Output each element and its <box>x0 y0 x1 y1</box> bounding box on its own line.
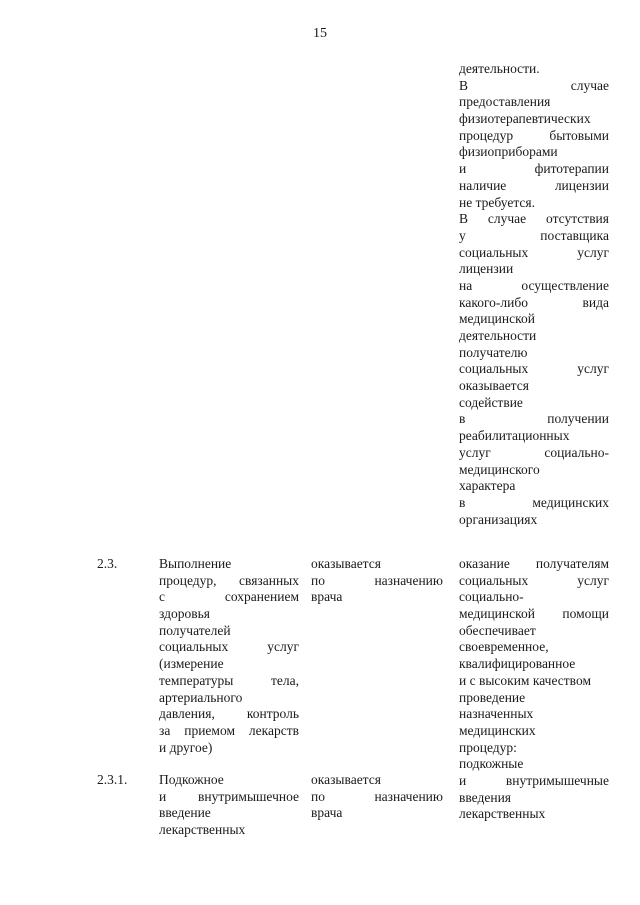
text-line: за приемом лекарств <box>159 722 299 738</box>
text-line: медицинской <box>459 311 535 327</box>
row-2-3-name <box>159 556 299 756</box>
text-line: получателю <box>459 344 528 360</box>
text-line: не требуется. <box>459 194 535 210</box>
text-line: на осуществление <box>459 277 609 293</box>
text-line: реабилитационных <box>459 428 570 444</box>
text-line: с сохранением <box>159 589 299 605</box>
text-line: социальных услуг <box>159 639 299 655</box>
text-line: физиоприборами <box>459 144 558 160</box>
text-line: в медицинских <box>459 494 609 510</box>
text-line: Выполнение <box>159 556 232 571</box>
text-line: социальных услуг <box>459 361 609 377</box>
text-line: (измерение <box>159 656 224 672</box>
text-line: физиотерапевтических <box>459 111 591 127</box>
text-line: В случае отсутствия <box>459 211 609 227</box>
text-line: медицинского <box>459 461 540 477</box>
text-line: получателей <box>159 622 231 638</box>
text-line: характера <box>459 478 516 494</box>
text-line: назначенных <box>459 706 534 722</box>
text-line: по назначению <box>311 572 443 588</box>
text-line: оказывается <box>311 556 381 571</box>
text-line: в получении <box>459 411 609 427</box>
text-line: проведение <box>459 689 526 705</box>
text-line: процедур: <box>459 739 517 755</box>
page-number: 15 <box>313 26 327 41</box>
text-line: оказывается <box>311 772 381 787</box>
text-line: квалифицированное <box>459 656 576 672</box>
text-line: социальных услуг <box>459 572 609 588</box>
text-line: процедур бытовыми <box>459 127 609 143</box>
row-2-3-description <box>459 556 609 823</box>
text-line: предоставления <box>459 94 551 110</box>
text-line: лицензии <box>459 261 514 277</box>
text-line: оказание получателям <box>459 556 609 571</box>
text-line: и внутримышечное <box>159 788 299 804</box>
text-line: наличие лицензии <box>459 177 609 193</box>
text-line: услуг социально- <box>459 444 609 460</box>
text-line: социальных услуг <box>459 244 609 260</box>
text-line: температуры тела, <box>159 672 299 688</box>
text-line: В случае <box>459 77 609 93</box>
row-2-3-1-name <box>159 772 299 839</box>
text-line: артериального <box>159 689 243 705</box>
text-line: давления, контроль <box>159 706 299 722</box>
row-2-3-number: 2.3. <box>97 556 118 571</box>
text-line: медицинских <box>459 722 536 738</box>
text-line: Подкожное <box>159 772 224 787</box>
continuation-description <box>459 61 609 528</box>
text-line: врача <box>311 589 343 605</box>
text-line: врача <box>311 805 343 821</box>
text-line: оказывается <box>459 378 529 394</box>
text-line: у поставщика <box>459 227 609 243</box>
text-line: организациях <box>459 511 538 527</box>
text-line: и фитотерапии <box>459 161 609 177</box>
text-line: медицинской помощи <box>459 606 609 622</box>
text-line: содействие <box>459 394 523 410</box>
text-line: лекарственных <box>459 806 546 822</box>
text-line: своевременное, <box>459 639 549 655</box>
text-line: и внутримышечные <box>459 772 609 788</box>
text-line: и с высоким качеством <box>459 672 591 688</box>
text-line: какого-либо вида <box>459 294 609 310</box>
text-line: введения <box>459 789 512 805</box>
text-line: подкожные <box>459 756 524 772</box>
row-2-3-1-provision <box>311 772 443 822</box>
text-line: процедур, связанных <box>159 572 299 588</box>
text-line: введение <box>159 805 211 821</box>
text-line: лекарственных <box>159 822 246 838</box>
text-line: по назначению <box>311 788 443 804</box>
text-line: деятельности. <box>459 61 540 76</box>
text-line: деятельности <box>459 328 537 343</box>
text-line: социально- <box>459 589 524 605</box>
row-2-3-1-number: 2.3.1. <box>97 772 128 787</box>
text-line: и другое) <box>159 739 213 755</box>
text-line: здоровья <box>159 606 210 622</box>
row-2-3-provision <box>311 556 443 606</box>
text-line: обеспечивает <box>459 622 536 638</box>
